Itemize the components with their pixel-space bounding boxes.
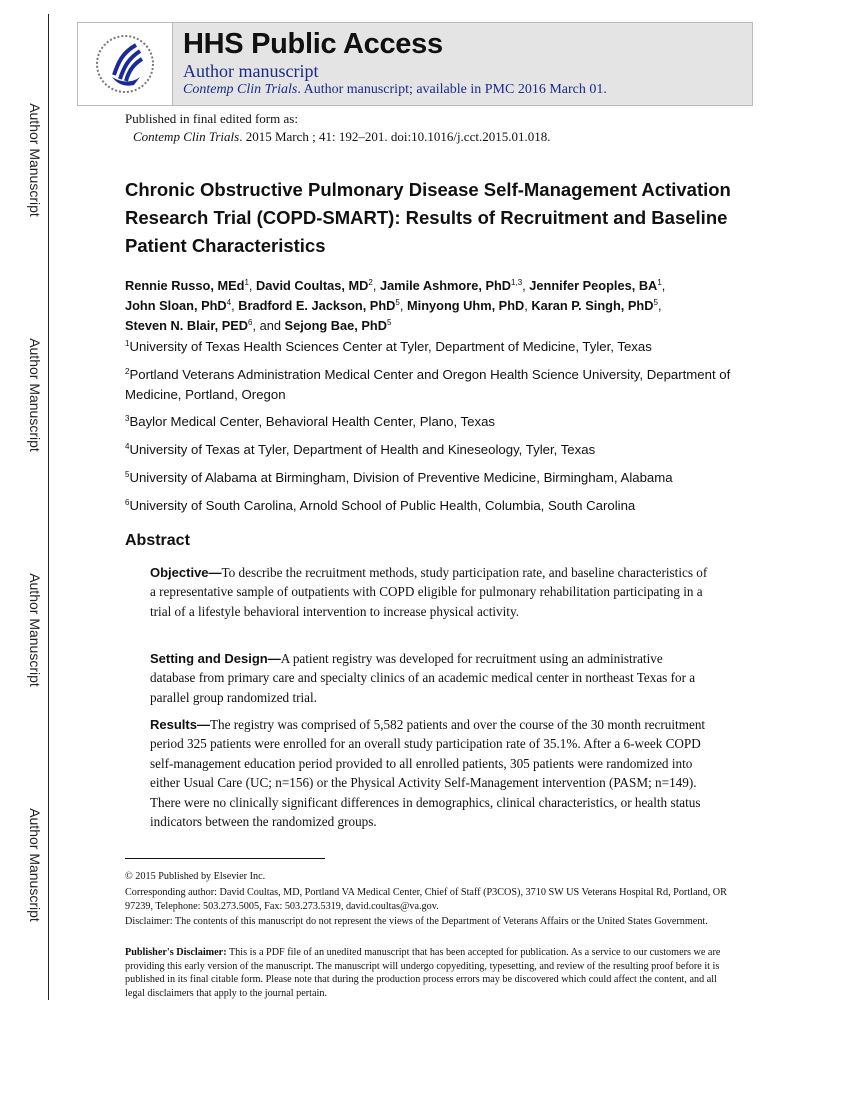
authors-and: and	[259, 318, 281, 333]
author: Rennie Russo, MEd	[125, 278, 245, 293]
author: Minyong Uhm, PhD	[406, 298, 525, 313]
author-affil: 5	[386, 318, 392, 327]
author: Jamile Ashmore, PhD	[379, 278, 512, 293]
author: John Sloan, PhD	[125, 298, 227, 313]
author: Karan P. Singh, PhD	[531, 298, 654, 313]
author-manuscript-side-label: Author Manuscript	[27, 573, 43, 687]
publisher-disclaimer: Publisher's Disclaimer: This is a PDF file of an unedited manuscript that has been accepted for publication. As a service to our customers we are providing this early version of the manuscript. The manuscript will undergo copyediting, typesetting, and review of the resulting proof before it is published in its final citable form. Please note that during the production process errors may be discovered which could affect the content, and all legal disclaimers that apply to the journal pertain.	[125, 947, 721, 999]
abstract-objective: Objective—To describe the recruitment methods, study participation rate, and baseline characteristics of a representative sample of outpatients with COPD eligible for pulmonary rehabilitation participating in a trial of a lifestyle behavioral intervention to increase physical activity.	[150, 565, 708, 619]
corresponding-author: Corresponding author: David Coultas, MD, Portland VA Medical Center, Chief of Staff (P3COS), 3710 SW US Veterans Hospital Rd, Portland, OR 97239, Telephone: 503.273.5005, Fax: 503.273.5319, david.coultas@va.gov.	[125, 887, 727, 912]
author-list: Rennie Russo, MEd$^1$, David Coultas, $MD^2$, Jamile Ashmore, PhD$^{1,3}$, Jennifer Peoples, $BA^1$, John Sloan, PhD$^4$, Bradford E. Jackson, PhD$^5$, Minyong Uhm, PhD, Karan P. Singh, PhD$^5$, Steven N. Blair, PED$^6$, and Sejong Bae, PhD$^5$	[125, 278, 666, 333]
article-title: Chronic Obstructive Pulmonary Disease Self-Management Activation Research Trial (COPD-SMART): Results of Recruitment and Baseline Patient Characteristics	[125, 179, 731, 256]
header-journal: Contemp Clin Trials	[183, 82, 298, 97]
author-affil: 1	[657, 278, 662, 287]
abstract-heading: Abstract	[125, 532, 190, 549]
hhs-logo-icon	[78, 23, 173, 105]
author-manuscript-side-label: Author Manuscript	[27, 808, 43, 922]
header-subtitle: Author manuscript	[183, 61, 319, 81]
affiliation: $^4$University of Texas at Tyler, Department of Health and Kineseology, Tyler, Texas	[125, 442, 596, 457]
author-affil: 1	[244, 278, 249, 287]
affiliation: $^1$University of Texas Health Sciences Center at Tyler, Department of Medicine, Tyler, Texas	[125, 339, 652, 354]
affiliation: $^5$University of Alabama at Birmingham, Division of Preventive Medicine, Birmingham, Alabama	[125, 470, 673, 485]
author-affil: 6	[248, 318, 253, 327]
author: Bradford E. Jackson, PhD	[238, 298, 396, 313]
published-label: Published in final edited form as:	[125, 111, 298, 126]
author-affil: 4	[226, 298, 232, 307]
author: Jennifer Peoples, BA	[529, 278, 658, 293]
affiliation: $^6$University of South Carolina, Arnold School of Public Health, Columbia, South Carolina	[125, 498, 636, 513]
author-affil: 1,3	[511, 278, 523, 287]
published-citation: . 2015 March ; 41: 192–201. doi:10.1016/j.cct.2015.01.018.	[239, 129, 551, 144]
abstract-setting-design: Setting and Design—A patient registry was developed for recruitment using an administrative database from primary care and specialty clinics of an academic medical center in northeast Texas for a parallel group randomized trial.	[150, 651, 696, 705]
hhs-header	[77, 22, 753, 106]
author-affil: 2	[368, 278, 373, 287]
copyright: © 2015 Published by Elsevier Inc.	[125, 871, 266, 882]
footnote-rule	[125, 858, 325, 859]
header-availability: . Author manuscript; available in PMC 2016 March 01.	[297, 82, 607, 97]
author-affil: 5	[653, 298, 658, 307]
author-affil: 5	[395, 298, 400, 307]
margin-rule	[48, 14, 49, 1000]
published-in	[125, 110, 550, 146]
abstract-results: Results—The registry was comprised of 5,582 patients and over the course of the 30 month recruitment period 325 patients were enrolled for an overall study participation rate of 35.1%. After a 6-week COPD self-management education period provided to all enrolled patients, 305 patients were randomized into either Usual Care (UC; n=156) or the Physical Activity Self-Management intervention (PASM; n=149). There were no clinically significant differences in demographics, clinical characteristics, or health status indicators between the randomized groups.	[150, 717, 706, 830]
disclaimer: Disclaimer: The contents of this manuscript do not represent the views of the Department of Veterans Affairs or the United States Government.	[125, 916, 708, 927]
author: Sejong Bae, PhD	[284, 318, 387, 333]
author: Steven N. Blair, PED	[125, 318, 249, 333]
author: David Coultas, MD	[256, 278, 369, 293]
author-manuscript-side-label: Author Manuscript	[27, 103, 43, 217]
published-journal: Contemp Clin Trials	[133, 129, 240, 144]
affiliation: $^2$Portland Veterans Administration Medical Center and Oregon Health Science University, Department of Medicine, Portland, Oregon	[125, 367, 731, 402]
author-manuscript-side-label: Author Manuscript	[27, 338, 43, 452]
header-title: HHS Public Access	[183, 28, 443, 60]
affiliation: $^3$Baylor Medical Center, Behavioral Health Center, Plano, Texas	[125, 414, 495, 429]
